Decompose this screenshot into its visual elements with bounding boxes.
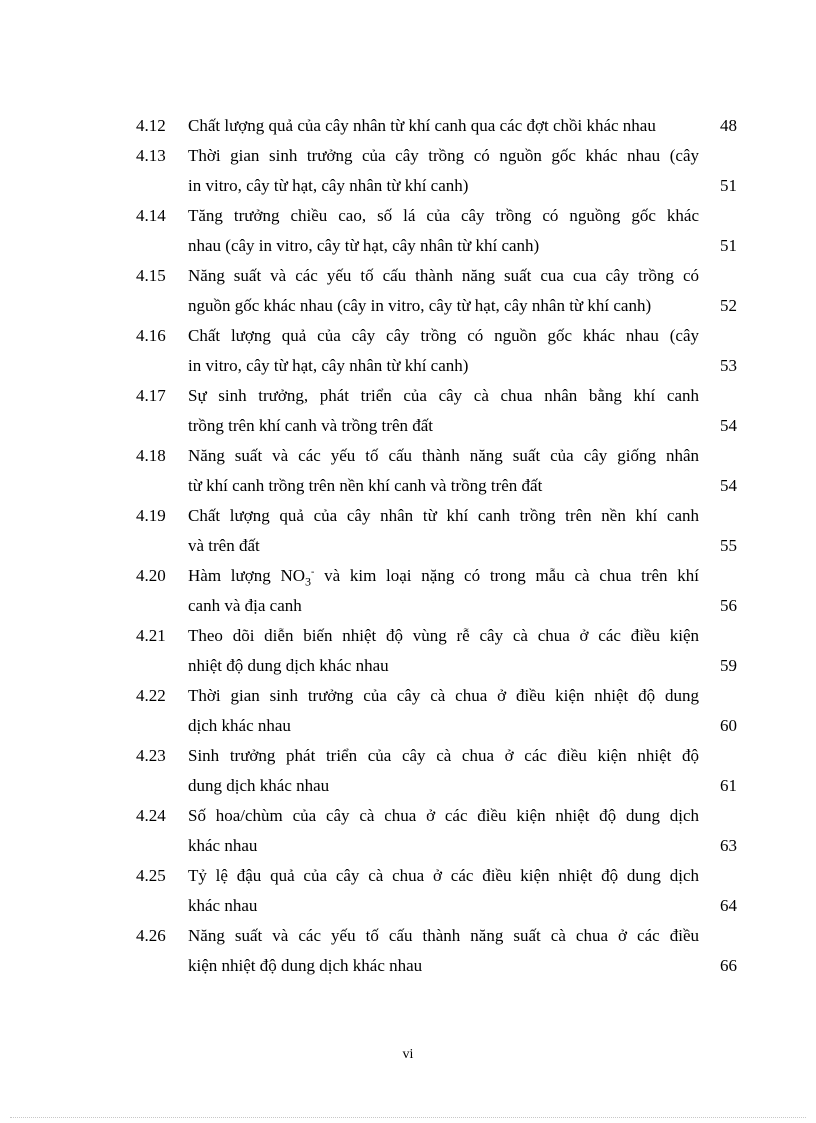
list-item <box>0 921 816 981</box>
entry-title-continued: canh và địa canh <box>188 596 302 615</box>
entry-title: Tăng trưởng chiều cao, số lá của cây trồng có nguồng gốc khác <box>188 206 699 225</box>
entry-title: Sinh trưởng phát triển của cây cà chua ở các điều kiện nhiệt độ <box>188 746 699 765</box>
entry-number: 4.15 <box>136 266 166 285</box>
entry-page: 56 <box>720 596 737 615</box>
entry-title-continued: nguồn gốc khác nhau (cây in vitro, cây từ hạt, cây nhân từ khí canh) <box>188 296 652 315</box>
entry-number: 4.24 <box>136 806 166 825</box>
entry-title-continued: khác nhau <box>188 836 258 855</box>
entry-title: Sự sinh trưởng, phát triển của cây cà chua nhân bằng khí canh <box>188 386 699 405</box>
entry-title: Năng suất và các yếu tố cấu thành năng suất cà chua ở các điều <box>188 926 699 945</box>
entry-page: 64 <box>720 896 737 915</box>
list-item <box>0 111 816 141</box>
entry-title-continued: từ khí canh trồng trên nền khí canh và trồng trên đất <box>188 476 543 495</box>
list-item <box>0 741 816 801</box>
entry-title: Thời gian sinh trưởng của cây cà chua ở điều kiện nhiệt độ dung <box>188 686 699 705</box>
superscript: - <box>311 566 315 578</box>
entry-title: Chất lượng quả của cây nhân từ khí canh trồng trên nền khí canh <box>188 506 699 525</box>
entry-title-continued: in vitro, cây từ hạt, cây nhân từ khí canh) <box>188 176 469 195</box>
entry-number: 4.16 <box>136 326 166 345</box>
entry-page: 55 <box>720 536 737 555</box>
entry-page: 66 <box>720 956 737 975</box>
list-item <box>0 441 816 501</box>
entry-title-continued: khác nhau <box>188 896 258 915</box>
entry-title: Số hoa/chùm của cây cà chua ở các điều kiện nhiệt độ dung dịch <box>188 806 699 825</box>
entry-number: 4.14 <box>136 206 166 225</box>
entry-page: 59 <box>720 656 737 675</box>
entry-number: 4.20 <box>136 566 166 585</box>
entry-title: Năng suất và các yếu tố cấu thành năng suất của cây giống nhân <box>188 446 699 465</box>
page-divider <box>10 1117 806 1118</box>
entry-title: Năng suất và các yếu tố cấu thành năng suất cua cua cây trồng có <box>188 266 699 285</box>
entry-title-continued: nhiệt độ dung dịch khác nhau <box>188 656 389 675</box>
list-item <box>0 861 816 921</box>
entry-title: Chất lượng quả của cây cây trồng có nguồn gốc khác nhau (cây <box>188 326 699 345</box>
entry-title: Theo dõi diễn biến nhiệt độ vùng rễ cây cà chua ở các điều kiện <box>188 626 699 645</box>
entry-title-continued: nhau (cây in vitro, cây từ hạt, cây nhân từ khí canh) <box>188 236 540 255</box>
list-item <box>0 201 816 261</box>
list-item <box>0 261 816 321</box>
entry-title: Tỷ lệ đậu quả của cây cà chua ở các điều kiện nhiệt độ dung dịch <box>188 866 699 885</box>
entry-page: 60 <box>720 716 737 735</box>
entry-page: 63 <box>720 836 737 855</box>
entry-number: 4.25 <box>136 866 166 885</box>
entry-page: 51 <box>720 236 737 255</box>
entry-title-continued: và trên đất <box>188 536 260 555</box>
entry-page: 52 <box>720 296 737 315</box>
list-item <box>0 561 816 621</box>
entry-page: 53 <box>720 356 737 375</box>
entry-title-suffix: và kim loại nặng có trong mẫu cà chua trên khí <box>314 566 699 585</box>
entry-title-continued: dung dịch khác nhau <box>188 776 330 795</box>
entry-number: 4.12 <box>136 116 166 135</box>
entry-number: 4.17 <box>136 386 166 405</box>
entry-title-continued: dịch khác nhau <box>188 716 291 735</box>
entry-page: 51 <box>720 176 737 195</box>
list-item <box>0 141 816 201</box>
list-item <box>0 801 816 861</box>
entry-title: Chất lượng quả của cây nhân từ khí canh qua các đợt chồi khác nhau <box>188 116 656 135</box>
subscript: 3 <box>305 574 311 589</box>
entry-number: 4.22 <box>136 686 166 705</box>
entry-page: 48 <box>720 116 737 135</box>
list-item <box>0 681 816 741</box>
entry-page: 54 <box>720 476 737 495</box>
entry-title: Thời gian sinh trưởng của cây trồng có nguồn gốc khác nhau (cây <box>188 146 699 165</box>
list-item <box>0 381 816 441</box>
entry-page: 54 <box>720 416 737 435</box>
entry-number: 4.23 <box>136 746 166 765</box>
list-item <box>0 501 816 561</box>
entry-title-continued: trồng trên khí canh và trồng trên đất <box>188 416 434 435</box>
entry-title-continued: kiện nhiệt độ dung dịch khác nhau <box>188 956 423 975</box>
entry-title <box>188 561 699 591</box>
entry-page: 61 <box>720 776 737 795</box>
entry-title-prefix: Hàm lượng NO <box>188 566 305 585</box>
list-item <box>0 321 816 381</box>
entry-title-continued: in vitro, cây từ hạt, cây nhân từ khí canh) <box>188 356 469 375</box>
page-number: vi <box>402 1047 414 1062</box>
entry-number: 4.26 <box>136 926 166 945</box>
table-of-figures <box>0 111 816 981</box>
entry-number: 4.18 <box>136 446 166 465</box>
entry-number: 4.19 <box>136 506 166 525</box>
entry-number: 4.13 <box>136 146 166 165</box>
entry-number: 4.21 <box>136 626 166 645</box>
list-item <box>0 621 816 681</box>
